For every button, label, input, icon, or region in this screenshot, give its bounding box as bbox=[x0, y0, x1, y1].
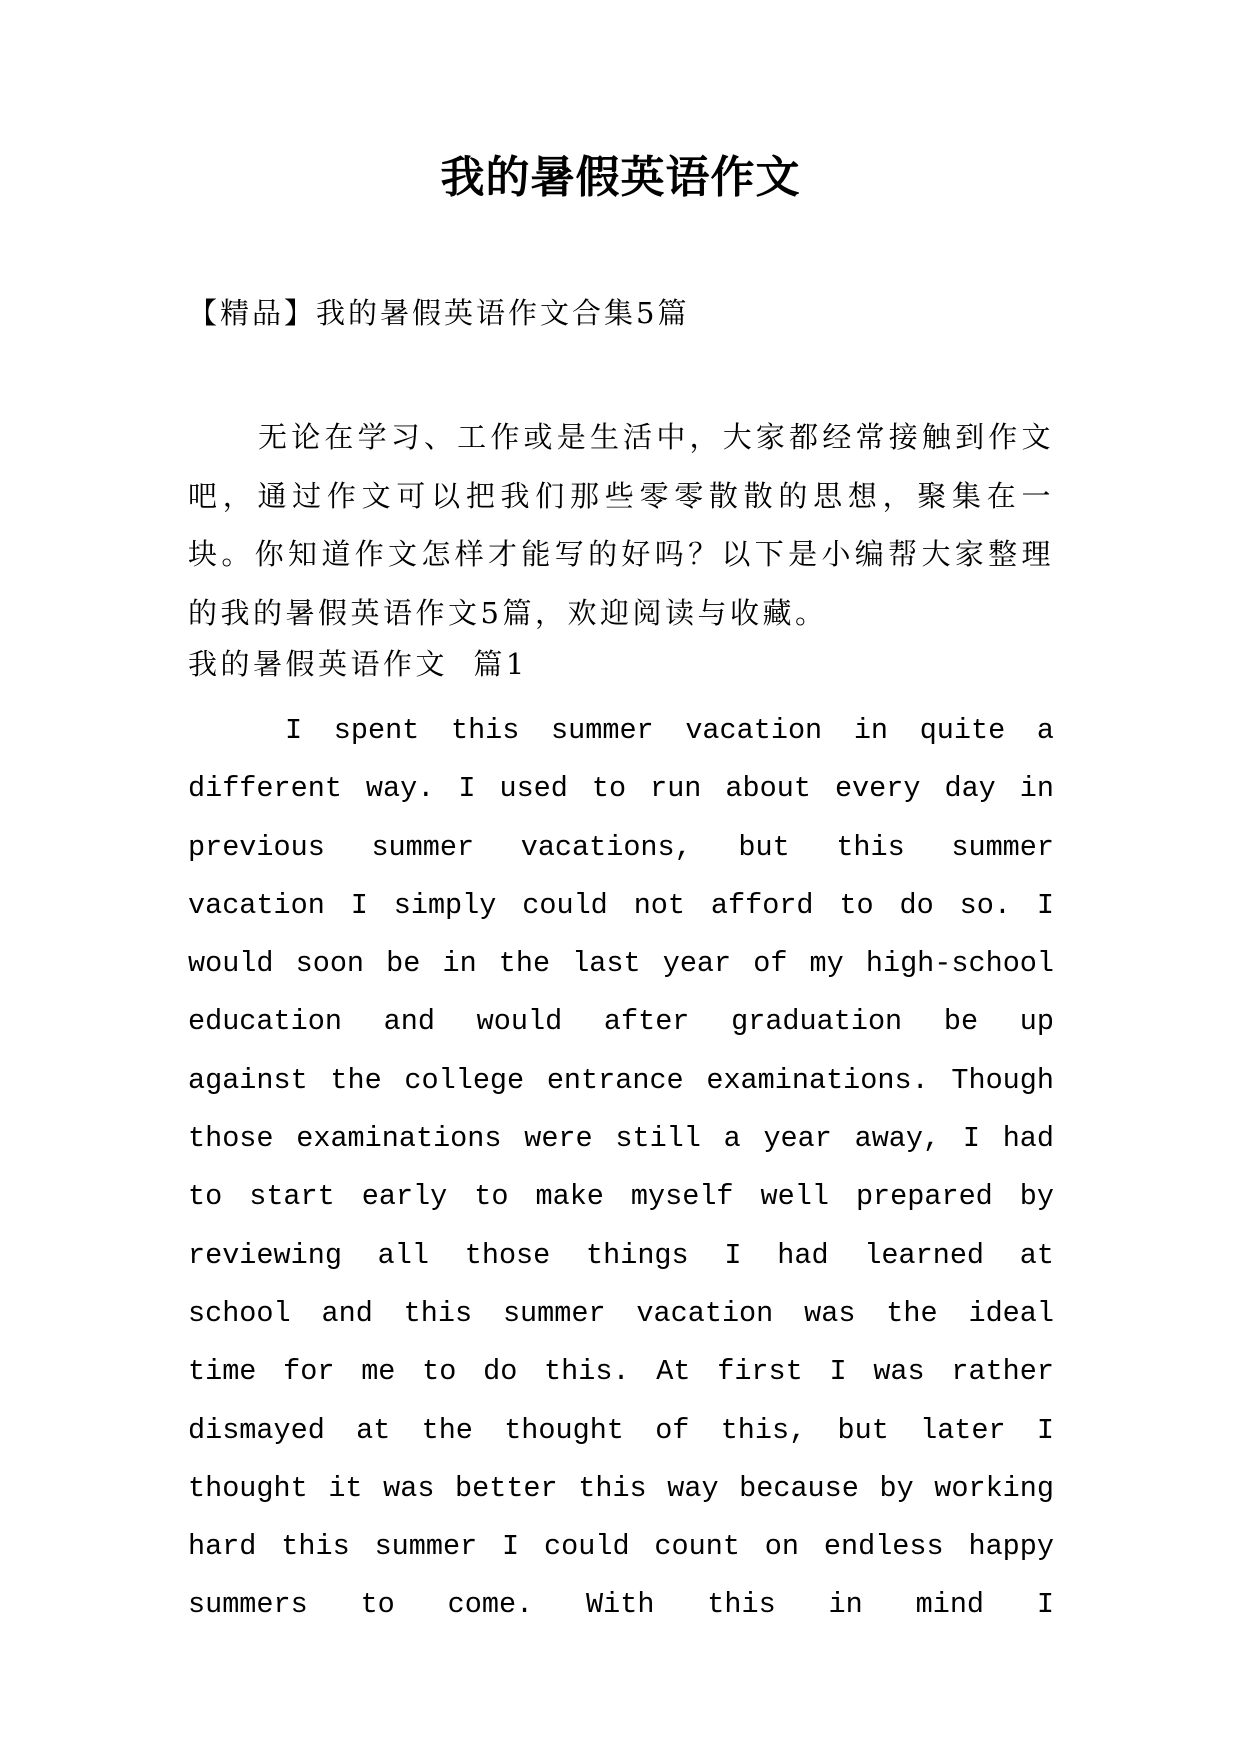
section-heading: 我的暑假英语作文 篇1 bbox=[188, 647, 528, 681]
essay-paragraph: I spent this summer vacation in quite a different way. I used to run about every day in previous summer vacations, but this summer vacation I simply could not afford to do so. I would soon be in the last year of my high-school education and would after graduation be up against the college entrance examinations. Though those examinations were still a year away, I had to start early to make myself well prepared by reviewing all those things I had learned at school and this summer vacation was the ideal time for me to do this. At first I was rather dismayed at the thought of this, but later I thought it was better this way because by working hard this summer I could count on endless happy summers to come. With this in mind I bbox=[188, 714, 1054, 1622]
intro-paragraph: 无论在学习、工作或是生活中，大家都经常接触到作文吧，通过作文可以把我们那些零零散散的思想，聚集在一块。你知道作文怎样才能写的好吗？以下是小编帮大家整理的我的暑假英语作文5篇，欢迎阅读与收藏。 bbox=[188, 420, 1054, 630]
document-subtitle: 【精品】我的暑假英语作文合集5篇 bbox=[188, 296, 690, 330]
document-title: 我的暑假英语作文 bbox=[440, 152, 801, 203]
